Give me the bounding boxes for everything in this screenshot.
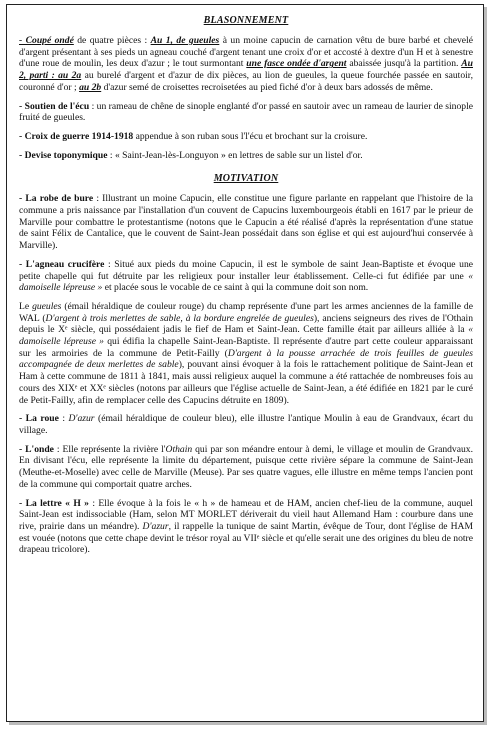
paragraph-agneau: - L'agneau crucifère : Situé aux pieds du moine Capucin, il est le symbole de saint Jean-Baptiste et évoque une petite chapelle qui fut détruite par les religieux pour installer leur établissement. Celle-ci fut édifiée par une « damoiselle lépreuse » et placée sous le vocable de ce saint à qui la commune doit son nom. [19,258,474,294]
coupe-bold-3: Au 2, parti : au 2a [19,58,473,82]
paragraph-gueules: Le gueules (émail héraldique de couleur rouge) du champ représente d'une part les armes anciennes de la famille de WAL (D'argent à trois merlettes de sable, à la bordure engrelée de gueules), anciens seigneurs des rives de l'Othain depuis le Xᵉ siècle, qui possédaient jadis le fief de Ham et Saint-Jean. Cette famille était par ailleurs alliée à la « damoiselle lépreuse » qui édifia la chapelle Saint-Jean-Baptiste. Il représente d'autre part cette couleur apparaissant sur les armoiries de la commune de Petit-Failly (D'argent à la pousse arrachée de trois feuilles de gueules accompagnée de deux merlettes de sable), pouvant ainsi évoquer à la fois le rattachement politique de Saint-Jean et Ham à cette commune de 1811 à 1841, mais aussi religieux auquel la commune a été rattachée de nombreuses fois au cours des XIXᵉ et XXᵉ siècles (notons par ailleurs que l'église actuelle de Saint-Jean, a été édifiée en 1821 par le curé de Petit-Failly, afin de remplacer celle des Capucins détruite en 1809). [19,300,474,406]
paragraph-soutien: - Soutien de l'écu : un rameau de chêne de sinople englanté d'or passé en sautoir avec un rameau de laurier de sinople fruité de gueules. [19,100,473,124]
motivation-heading: MOTIVATION [213,173,279,185]
lettre-lead: - La lettre « H » [19,497,89,509]
robe-lead: - La robe de bure [19,193,94,205]
paragraph-lettre-h: - La lettre « H » : Elle évoque à la fois le « h » de hameau et de HAM, ancien chef-lieu de la commune, auquel Saint-Jean est indissociable (Ham, selon MT MORLET dériverait du vieil haut Allemand Ham : courbure dans une rive, prairie dans un méandre). D'azur, il rappelle la tunique de saint Martin, évêque de Tour, dont l'église de HAM est vouée (notons que cette chape devint le trésor royal au VIIᵉ siècle et qu'elle serait une des origines du bleu de notre drapeau tricolore). [19,497,473,556]
coupe-bold-2: une fasce ondée d'argent [246,58,347,70]
croix-lead: - Croix de guerre 1914-1918 [19,130,134,142]
paragraph-roue: - La roue : D'azur (émail héraldique de couleur bleu), elle illustre l'antique Moulin à eau de Grandvaux, écart du village. [19,413,473,436]
onde-lead: - L'onde [19,443,54,455]
paragraph-croix: - Croix de guerre 1914-1918 appendue à son ruban sous l'l'écu et brochant sur la croisure. [19,130,368,142]
paragraph-devise: - Devise toponymique : « Saint-Jean-lès-Longuyon » en lettres de sable sur un listel d'or. [19,149,363,161]
paragraph-robe: - La robe de bure : Illustrant un moine Capucin, elle constitue une figure parlante en rappelant que l'histoire de la commune a pris naissance par l'installation d'un couvent de Capucins luxembourgeois établi en 1617 par le prieur de Marville pour combattre le protestantisme (notons que le Capucin a été réalisé d'après la représentation d'une statue de saint Félix de Cantalice, que le couvent de Saint-Jean possédait dans son église et qui est aujourd'hui conservée à Marville). [19,193,473,252]
coupe-bold-4: au 2b [79,81,102,93]
coupe-bold-1: Au 1, de gueules [150,35,220,46]
coupe-lead: - Coupé ondé [19,35,74,46]
agneau-lead: - L'agneau crucifère [19,258,105,270]
document-page [6,4,484,722]
blasonnement-heading: BLASONNEMENT [203,15,289,26]
devise-lead: - Devise toponymique [19,149,108,161]
paragraph-onde: - L'onde : Elle représente la rivière l'Othain qui par son méandre entour à demi, le village et moulin de Grandvaux. En divisant l'écu, elle représente la limite du département, puisque cette rivière sépare la commune de Saint-Jean (Meuthe-et-Moselle) avec celle de Marville (Meuse). Par ses quatre vagues, elle illustre en même temps l'ancien pont de la commune qui comportait quatre arches. [19,443,473,490]
soutien-lead: - Soutien de l'écu [19,100,90,112]
roue-lead: - La roue [19,413,59,425]
paragraph-coupe: - Coupé ondé de quatre pièces : Au 1, de gueules à un moine capucin de carnation vêtu de bure barbé et chevelé d'argent présentant à ses pieds un agneau couché d'argent tenant une croix d'or et accosté à dextre d'un H et à senestre d'une roue de moulin, les deux d'azur ; le tout surmontant une fasce ondée d'argent abaissée jusqu'à la partition. Au 2, parti : au 2a au burelé d'argent et d'azur de dix pièces, au lion de gueules, la queue fourchée passée en sautoir, couronné d'or ; au 2b d'azur semé de croisettes recroisetées au pied fiché d'or à deux bars adossés de même. [19,35,473,93]
